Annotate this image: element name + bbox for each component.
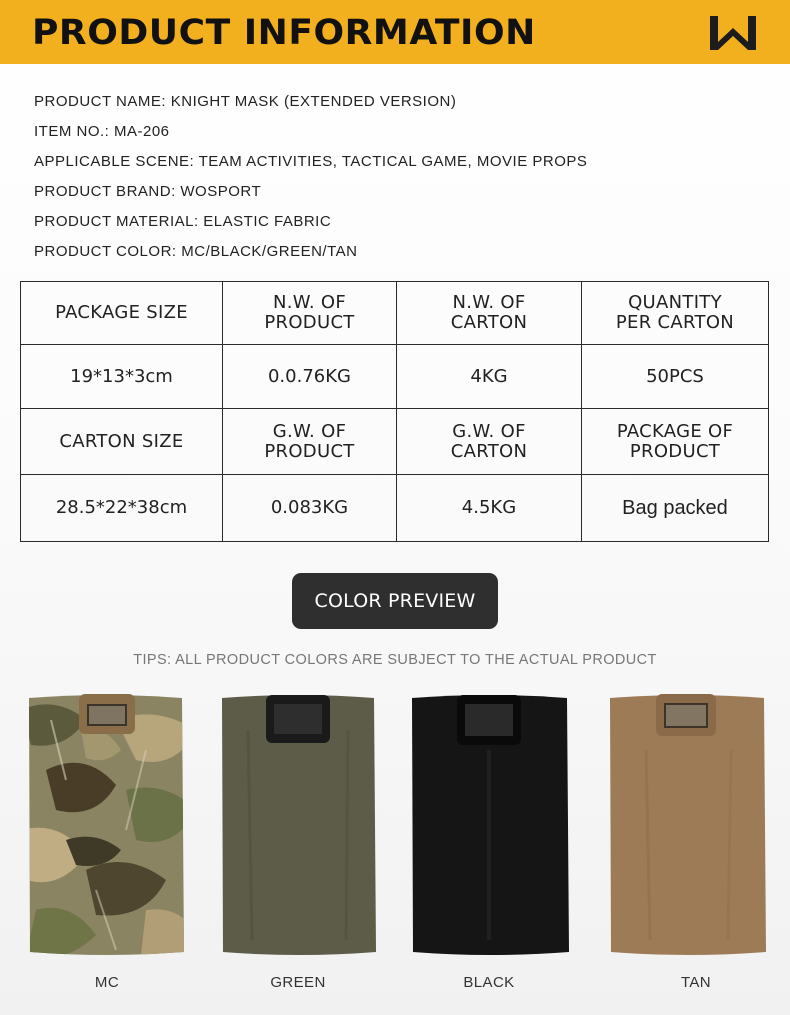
- header-nw-product: N.W. OF PRODUCT: [223, 282, 397, 345]
- wosport-logo-icon: [708, 14, 758, 52]
- info-item-no: ITEM NO.: MA-206: [34, 123, 170, 140]
- value-gw-product: 0.083KG: [223, 475, 397, 542]
- mask-black-image: [409, 690, 571, 960]
- value-package-size: 19*13*3cm: [21, 345, 223, 409]
- color-label-green: GREEN: [270, 974, 326, 991]
- spec-table: [20, 281, 769, 542]
- value-package-of-product: Bag packed: [582, 475, 769, 542]
- color-preview-button[interactable]: COLOR PREVIEW: [292, 573, 498, 629]
- header-gw-product: G.W. OF PRODUCT: [223, 409, 397, 475]
- table-header-row: [21, 409, 769, 475]
- info-brand: PRODUCT BRAND: WOSPORT: [34, 183, 262, 200]
- header-banner: [0, 0, 790, 64]
- color-label-mc: MC: [94, 974, 120, 991]
- mask-green-image: [218, 690, 380, 960]
- header-quantity-per-carton: QUANTITY PER CARTON: [582, 282, 769, 345]
- info-material: PRODUCT MATERIAL: ELASTIC FABRIC: [34, 213, 332, 230]
- product-info-list: [34, 93, 587, 273]
- mask-mc-image: [26, 690, 188, 960]
- header-package-of-product: PACKAGE OF PRODUCT: [582, 409, 769, 475]
- value-nw-carton: 4KG: [397, 345, 582, 409]
- page-title: PRODUCT INFORMATION: [32, 13, 536, 53]
- color-label-black: BLACK: [463, 974, 515, 991]
- info-color: PRODUCT COLOR: MC/BLACK/GREEN/TAN: [34, 243, 358, 260]
- mask-tan-image: [606, 690, 768, 960]
- header-package-size: PACKAGE SIZE: [21, 282, 223, 345]
- value-gw-carton: 4.5KG: [397, 475, 582, 542]
- value-quantity-per-carton: 50PCS: [582, 345, 769, 409]
- value-nw-product: 0.0.76KG: [223, 345, 397, 409]
- color-label-tan: TAN: [680, 974, 712, 991]
- header-gw-carton: G.W. OF CARTON: [397, 409, 582, 475]
- value-carton-size: 28.5*22*38cm: [21, 475, 223, 542]
- info-product-name: PRODUCT NAME: KNIGHT MASK (EXTENDED VERSION): [34, 93, 457, 110]
- header-nw-carton: N.W. OF CARTON: [397, 282, 582, 345]
- info-applicable-scene: APPLICABLE SCENE: TEAM ACTIVITIES, TACTICAL GAME, MOVIE PROPS: [34, 153, 588, 170]
- tips-text: TIPS: ALL PRODUCT COLORS ARE SUBJECT TO THE ACTUAL PRODUCT: [133, 652, 657, 668]
- table-header-row: [21, 282, 769, 345]
- table-row: [21, 475, 769, 542]
- header-carton-size: CARTON SIZE: [21, 409, 223, 475]
- table-row: [21, 345, 769, 409]
